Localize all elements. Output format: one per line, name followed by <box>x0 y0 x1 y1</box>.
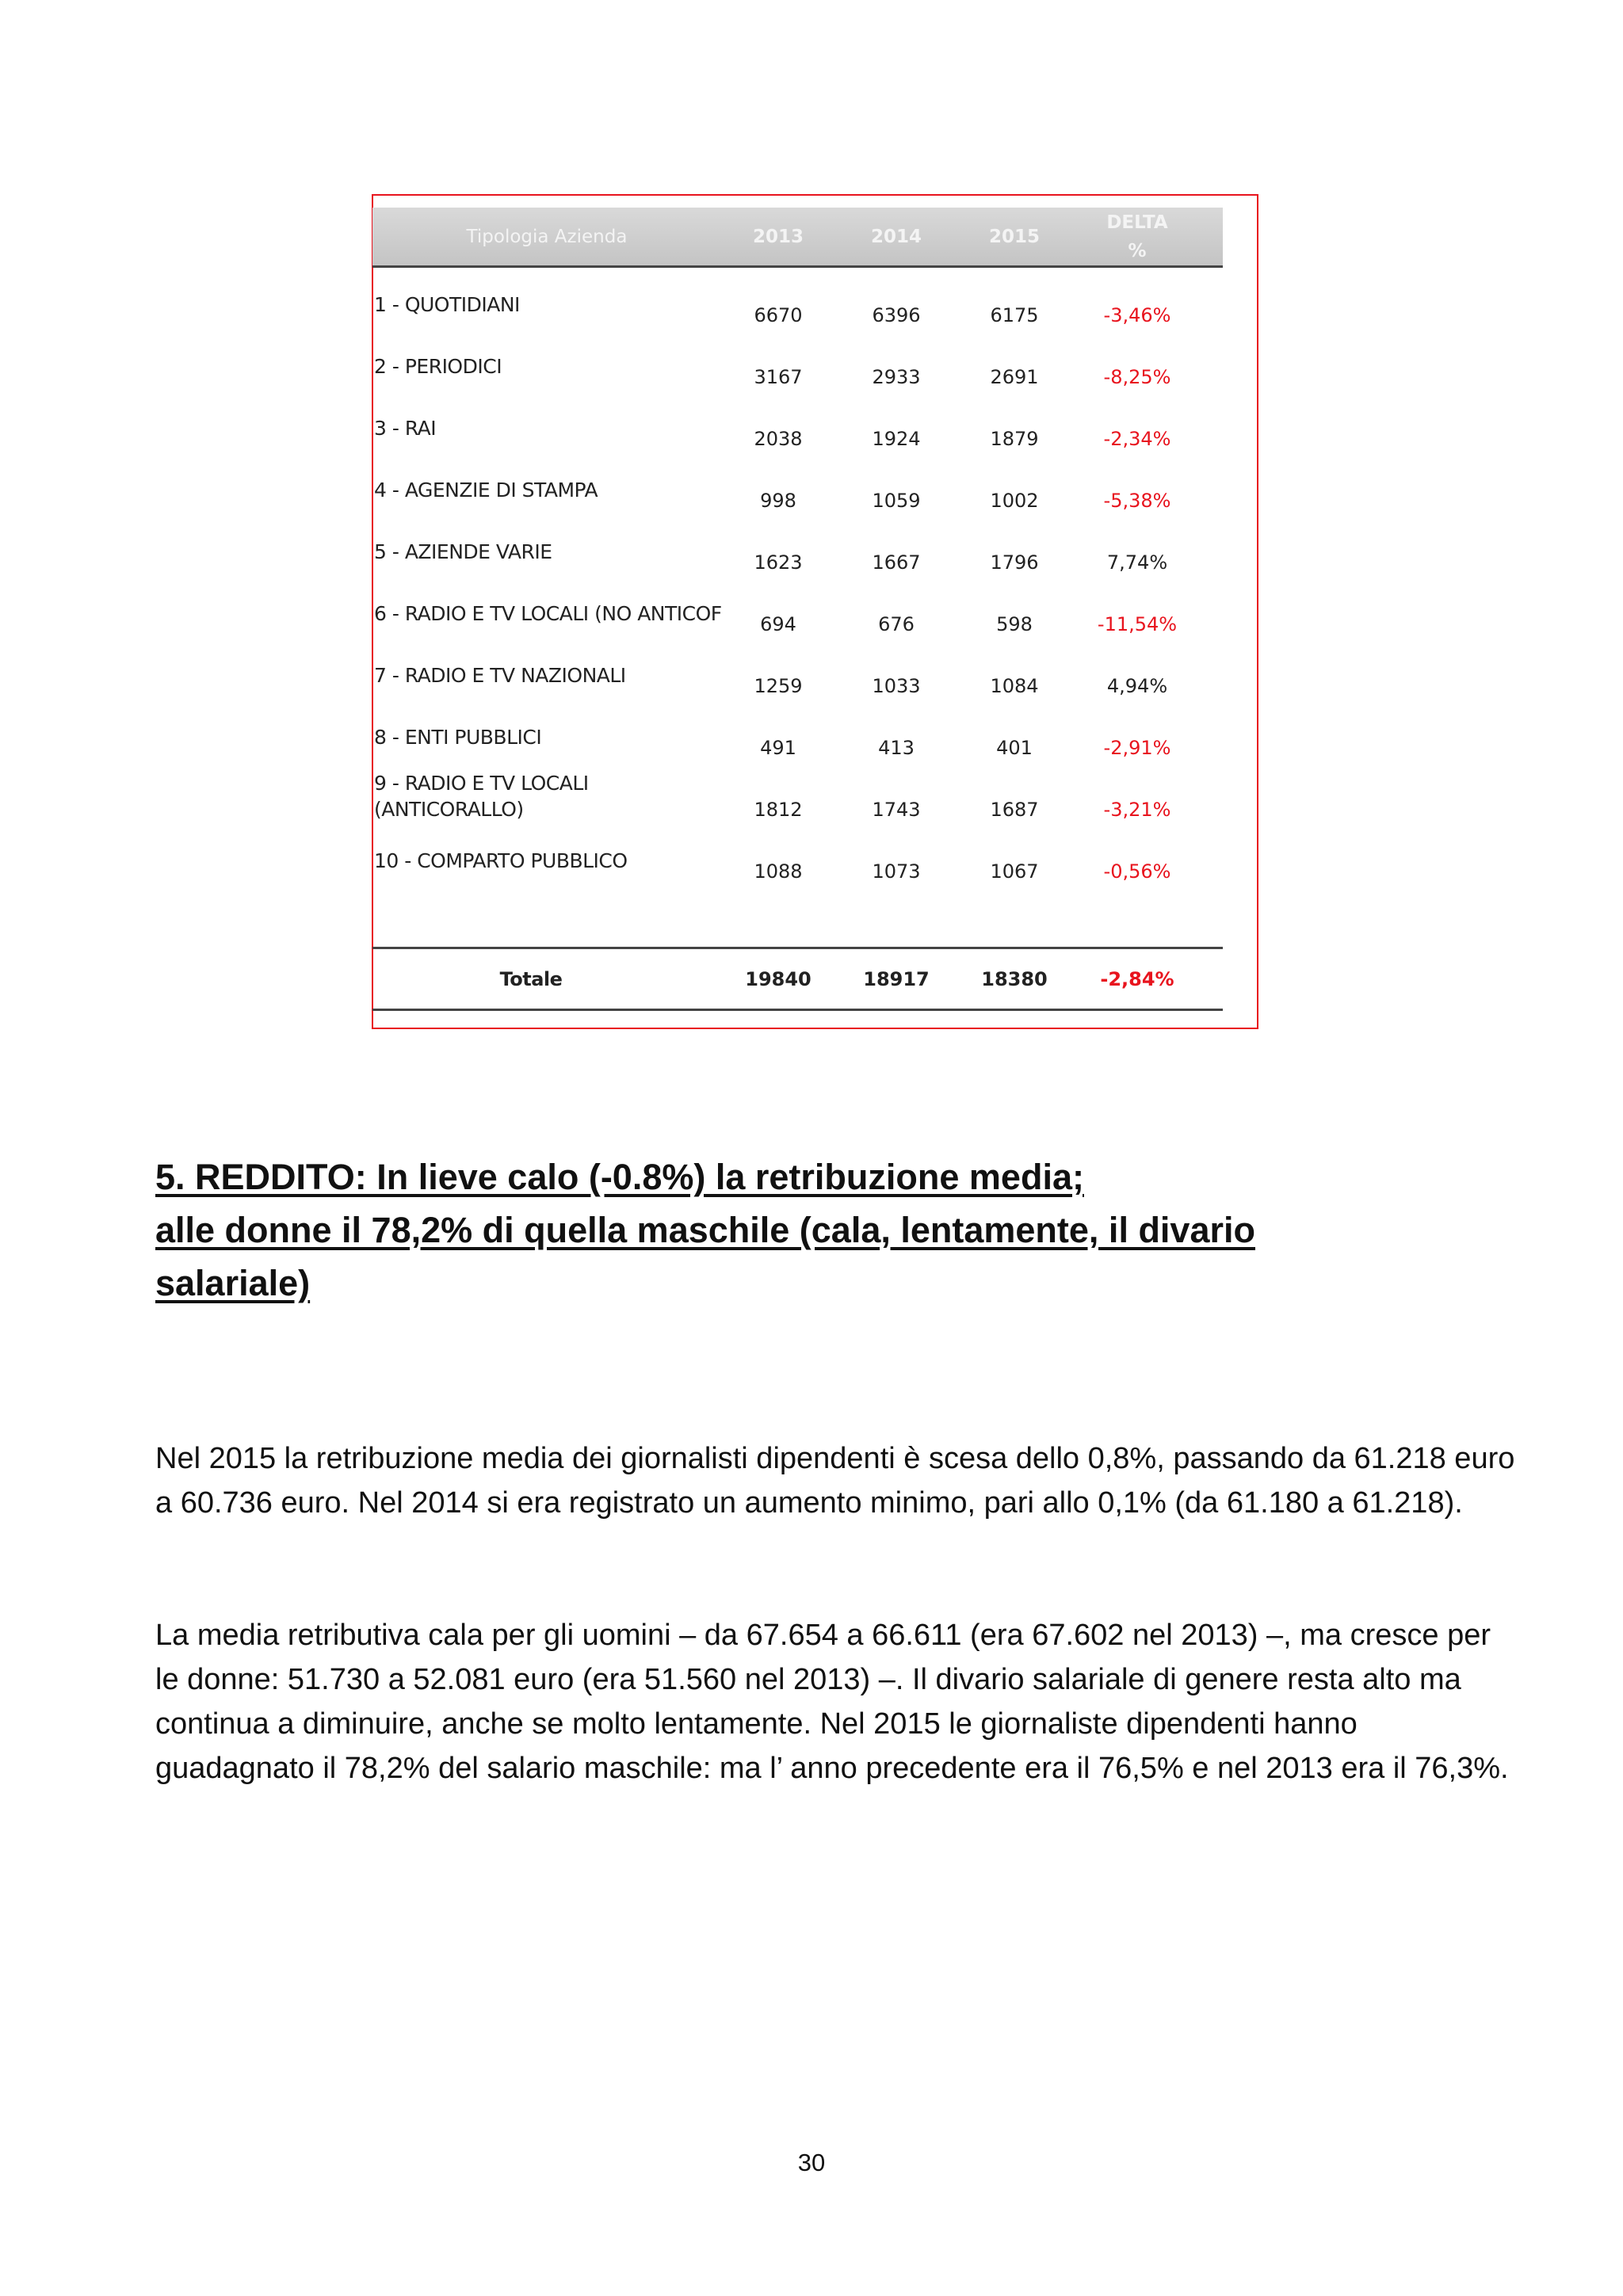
heading-line-1: 5. REDDITO: In lieve calo (-0.8%) la retribuzione media; <box>155 1157 1084 1197</box>
total-label: Totale <box>499 967 563 990</box>
row-value-2015: 6175 <box>990 304 1039 326</box>
row-value-2013: 6670 <box>754 304 803 326</box>
row-value-2014: 1059 <box>872 490 921 512</box>
row-value-2015: 1687 <box>990 799 1039 821</box>
row-value-2015: 1067 <box>990 860 1039 883</box>
row-value-2015: 1796 <box>990 551 1039 574</box>
row-value-2014: 1073 <box>872 860 921 883</box>
table-row <box>372 353 1223 401</box>
row-value-2013: 998 <box>760 490 796 512</box>
table-row <box>372 848 1223 895</box>
section-heading <box>155 1150 1503 1310</box>
header-2014: 2014 <box>870 226 922 247</box>
row-value-2015: 401 <box>996 737 1033 759</box>
row-value-2013: 1259 <box>754 675 803 697</box>
table-row <box>372 662 1223 710</box>
row-value-2013: 491 <box>760 737 796 759</box>
total-row <box>372 955 1223 1003</box>
table-row <box>372 601 1223 648</box>
header-2013: 2013 <box>752 226 804 247</box>
row-category: 9 - RADIO E TV LOCALI (ANTICORALLO) <box>374 772 589 821</box>
row-value-2013: 1623 <box>754 551 803 574</box>
row-category: 2 - PERIODICI <box>374 354 502 378</box>
row-value-2014: 1033 <box>872 675 921 697</box>
total-divider-bottom <box>372 1009 1223 1011</box>
header-tipologia-azienda: Tipologia Azienda <box>466 226 628 247</box>
row-category: 1 - QUOTIDIANI <box>374 292 520 316</box>
row-value-2014: 1667 <box>872 551 921 574</box>
row-delta: -3,46% <box>1103 304 1171 326</box>
row-delta: -3,21% <box>1103 799 1171 821</box>
row-category: 6 - RADIO E TV LOCALI (NO ANTICOF <box>374 601 722 625</box>
row-value-2015: 1002 <box>990 490 1039 512</box>
total-2014: 18917 <box>863 968 930 990</box>
row-value-2013: 694 <box>760 613 796 635</box>
table-header <box>372 208 1223 268</box>
table-row <box>372 724 1223 772</box>
row-value-2013: 1088 <box>754 860 803 883</box>
row-value-2014: 676 <box>878 613 915 635</box>
row-value-2014: 6396 <box>872 304 921 326</box>
row-value-2015: 1879 <box>990 428 1039 450</box>
row-delta: -2,91% <box>1103 737 1171 759</box>
row-value-2014: 413 <box>878 737 915 759</box>
row-value-2013: 3167 <box>754 366 803 388</box>
row-value-2013: 2038 <box>754 428 803 450</box>
header-2015: 2015 <box>988 226 1040 247</box>
table-row <box>372 415 1223 463</box>
row-value-2014: 2933 <box>872 366 921 388</box>
row-category: 4 - AGENZIE DI STAMPA <box>374 478 598 502</box>
total-divider-top <box>372 947 1223 949</box>
row-value-2015: 2691 <box>990 366 1039 388</box>
table-row <box>372 477 1223 524</box>
row-delta: -8,25% <box>1103 366 1171 388</box>
total-2015: 18380 <box>981 968 1048 990</box>
row-value-2014: 1743 <box>872 799 921 821</box>
row-delta: -0,56% <box>1103 860 1171 883</box>
row-category: 5 - AZIENDE VARIE <box>374 540 552 563</box>
paragraph-1: Nel 2015 la retribuzione media dei giornalisti dipendenti è scesa dello 0,8%, passando da 61.218 euro a 60.736 euro. Nel 2014 si era registrato un aumento minimo, pari allo 0,1% (da 61.180 a 61.218). <box>155 1442 1515 1520</box>
row-category: 8 - ENTI PUBBLICI <box>374 725 542 749</box>
row-category: 7 - RADIO E TV NAZIONALI <box>374 663 626 687</box>
row-value-2015: 1084 <box>990 675 1039 697</box>
row-value-2013: 1812 <box>754 799 803 821</box>
row-value-2015: 598 <box>996 613 1033 635</box>
paragraph-2: La media retributiva cala per gli uomini – da 67.654 a 66.611 (era 67.602 nel 2013) –, ma cresce per le donne: 51.730 a 52.081 euro (era 51.560 nel 2013) –. Il divario salariale di genere resta alto ma continua a diminuire, anche se molto lentamente. Nel 2015 le giornaliste dipendenti hanno guadagnato il 78,2% del salario maschile: ma l’ anno precedente era il 76,5% e nel 2013 era il 76,3%. <box>155 1619 1509 1785</box>
row-category: 3 - RAI <box>374 416 437 440</box>
heading-line-3: salariale) <box>155 1263 311 1303</box>
table-row <box>372 292 1223 339</box>
row-value-2014: 1924 <box>872 428 921 450</box>
row-category: 10 - COMPARTO PUBBLICO <box>374 849 628 872</box>
table-row <box>372 772 1223 833</box>
page-number: 30 <box>797 2149 826 2176</box>
row-delta: -2,34% <box>1103 428 1171 450</box>
row-delta: -5,38% <box>1103 490 1171 512</box>
row-delta: 4,94% <box>1106 675 1168 697</box>
header-delta: DELTA % <box>1106 212 1168 261</box>
row-delta: 7,74% <box>1106 551 1168 574</box>
table-row <box>372 539 1223 586</box>
total-2013: 19840 <box>745 968 812 990</box>
row-delta: -11,54% <box>1097 613 1178 635</box>
total-delta: -2,84% <box>1100 968 1174 990</box>
heading-line-2: alle donne il 78,2% di quella maschile (cala, lentamente, il divario <box>155 1210 1255 1250</box>
